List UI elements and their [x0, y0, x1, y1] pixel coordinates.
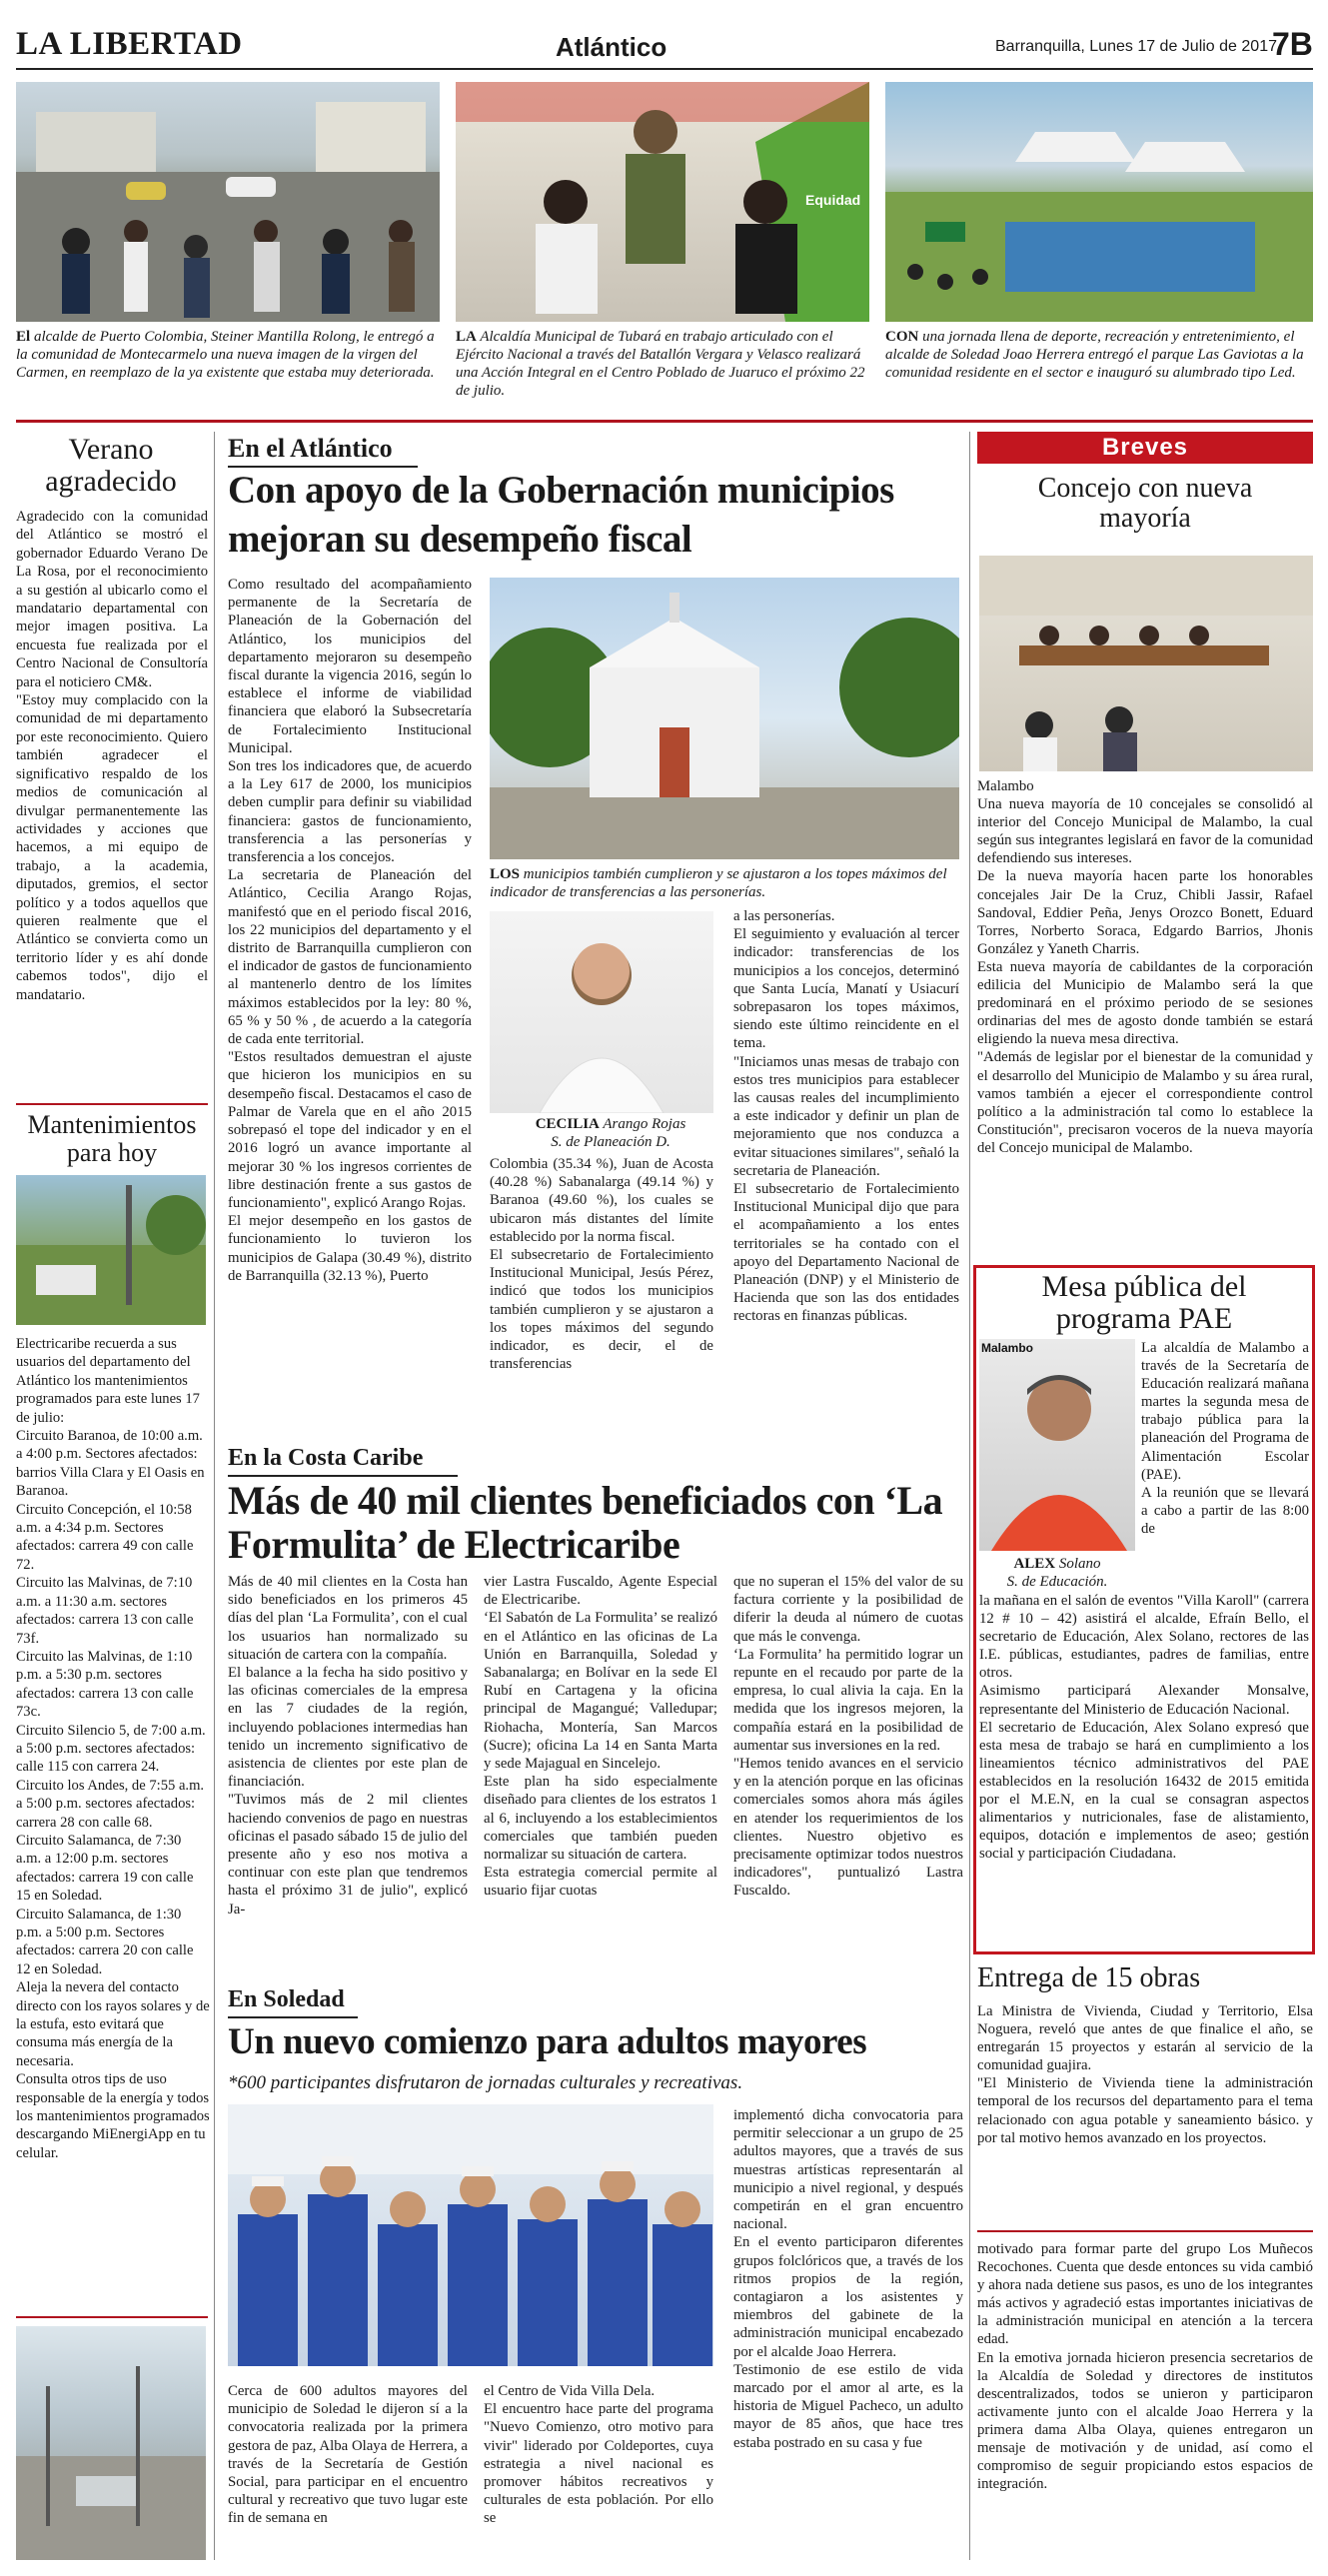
- caption-text: Arango Rojas S. de Planeación D.: [551, 1116, 686, 1150]
- pae-photo-tag: Malambo: [981, 1341, 1034, 1355]
- cecilia-portrait: [490, 911, 713, 1113]
- top-section-rule: [16, 420, 1313, 423]
- article2-col2: vier Lastra Fuscaldo, Agente Especial de Electricaribe. ‘El Sabatón de La Formulita’ se realizó en el Atlántico en las oficinas de La Unión en Barranquilla, Soledad y Sabanalarga; en Bolívar en la sede El Rubí en Cartagena y la oficina principal de Magangué; Valledupar; Riohacha, Montería, San Marcos (Sucre); oficina La 14 en Santa Marta y sede Majagual en Sincelejo. Este plan ha sido especialmente diseñado para clientes de los estratos 1 al 6, incluyendo a los establecimientos comerciales que también pueden normalizar su situación de cartera. Esta estrategia comercial permite al usuario fijar cuotas: [484, 1574, 717, 1900]
- church-caption: [490, 865, 959, 901]
- article2-col3: que no superan el 15% del valor de su factura corriente y la posibilidad de diferir la deuda al número de cuotas que más le convenga. ‘La Formulita’ ha permitido lograr un repunte en el recaudo por parte de la empresa, lo cual alivia la caja. En la medida que los ingresos mejoren, la compañía estará en la posibilidad de aumentar sus inversiones en la red. "Hemos tenido avances en el servicio y en la atención porque en las oficinas comerciales somos ahora más ágiles en atender los requerimientos de los clientes. Nuestro objetivo es precisamente optimizar todos nuestros indicadores", puntualizó Lastra Fuscaldo.: [733, 1574, 963, 1900]
- issue-date: Barranquilla, Lunes 17 de Julio de 2017: [995, 38, 1277, 55]
- pae-portrait: [979, 1339, 1135, 1551]
- kicker-atlantico: En el Atlántico: [228, 434, 393, 463]
- cecilia-caption: [508, 1115, 713, 1151]
- right-rule: [977, 2230, 1313, 2232]
- caption-text: municipios también cumplieron y se ajustaron a los topes máximos del indicador de transferencias a las personerías.: [490, 866, 947, 900]
- pae-side-text: La alcaldía de Malambo a través de la Secretaría de Educación realizará mañana martes la segunda mesa de trabajo pública para la planeación del Programa de Alimentación Escolar (PAE). A la reunión que se llevará a cabo a partir de las 8:00 de: [1141, 1340, 1309, 1537]
- utility-truck-illustration: [16, 1175, 206, 1325]
- man-portrait-illustration: [979, 1339, 1135, 1551]
- caption-lead: LOS: [490, 866, 521, 882]
- caption-lead: El: [16, 329, 31, 345]
- park-inauguration-illustration: [885, 82, 1313, 322]
- article3-col1: Cerca de 600 adultos mayores del municipio de Soledad le dijeron sí a la convocatoria realizada por la primera gestora de paz, Alba Olaya de Herrera, a través de la Secretaría de Gestión Social, para participar en el encuentro cultural y recreativo que tuvo lugar este fin de semana en: [228, 2383, 468, 2527]
- headline-gobernacion: Con apoyo de la Gobernación municipios mejoran su desempeño fiscal: [228, 469, 894, 561]
- caption-name: CECILIA: [535, 1116, 600, 1132]
- breves-label: Breves: [1101, 434, 1189, 461]
- article1-col1: Como resultado del acompañamiento permanente de la Secretaría de Planeación de la Gobernación del Atlántico, los municipios del departamento mejoraron su desempeño fiscal durante la vigencia 2016, según lo establece el informe de viabilidad financiera que elaboró la Subsecretaría de Fortalecimiento Institucional Municipal. Son tres los indicadores que, de acuerdo a la Ley 617 de 2000, los municipios deben cumplir para definir su viabilidad financiera: gastos de funcionamiento, transferencia a las personerías y transferencia a los concejos. La secretaria de Planeación del Atlántico, Cecilia Arango Rojas, manifestó que en el periodo fiscal 2016, los 22 municipios del departamento y el distrito de Barranquilla cumplieron con el indicador de gastos de funcionamiento al mantenerlo dentro de los límites máximos establecidos por la ley: 80 %, 65 % y 50 % , de acuerdo a la categoría de cada ente territorial. "Estos resultados demuestran el ajuste que hicieron los municipios en su desempeño fiscal. Destacamos el caso de Palmar de Varela que en el año 2015 sobrepasó el tope del indicador y en el 2016 logró un avance importante al mejorar 30 % los ingresos corrientes de libre destinación frente a sus gastos de funcionamiento", explicó Arango Rojas. El mejor desempeño en los gastos de funcionamiento lo tuvieron los municipios de Galapa (30.49 %), distrito de Barranquilla (32.13 %), Puerto: [228, 577, 472, 1284]
- street-scene-illustration: [16, 2326, 206, 2560]
- subhead-adultos: *600 participantes disfrutaron de jornadas culturales y recreativas.: [228, 2072, 743, 2093]
- article1-col2: Colombia (35.34 %), Juan de Acosta (40.28 %) Sabanalarga (49.14 %) y Baranoa (49.60 %), los cuales se ubicaron más distantes del límite establecido por la norma fiscal. El subsecretario de Fortalecimiento Institucional Municipal, Jesús Pérez, indicó que todos los municipios también cumplieron y se ajustaron a los topes máximos del segundo indicador, es decir, el de transferencias: [490, 1156, 713, 1373]
- equidad-badge: Equidad: [805, 192, 861, 208]
- top-photo-1: [16, 82, 440, 322]
- concejo-photo: [979, 556, 1313, 771]
- caption-name: ALEX: [1013, 1556, 1056, 1572]
- top-photo-2: [456, 82, 869, 322]
- group-celebration-illustration: [228, 2104, 713, 2366]
- kicker-underline: [228, 2016, 358, 2018]
- page-number: 7B: [1272, 26, 1313, 62]
- caption-text: una jornada llena de deporte, recreación y entretenimiento, el alcalde de Soledad Joao Herrera entregó el parque Las Gaviotas a la comunidad residente en el sector e inauguró su alumbrado tipo Led.: [885, 329, 1304, 381]
- column-separator-left: [214, 432, 215, 2560]
- top-caption-3: [885, 328, 1313, 382]
- entrega-body: La Ministra de Vivienda, Ciudad y Territorio, Elsa Noguera, reveló que antes de que finalice el año, se entregarán 15 proyectos y estarán al servicio de la comunidad guajira. "El Ministerio de Vivienda tiene la administración temporal de los recursos del departamento para el tema relacionado con agua potable y saneamiento básico. y por tal motivo hemos avanzado en los proyectos.: [977, 2003, 1313, 2146]
- top-caption-2: [456, 328, 869, 400]
- pae-caption: [979, 1555, 1135, 1591]
- top-photo-3: [885, 82, 1313, 322]
- adultos-mayores-photo: [228, 2104, 713, 2366]
- verano-body: Agradecido con la comunidad del Atlántico se mostró el gobernador Eduardo Verano De La Rosa, por el reconocimiento a su gestión al ubicarlo como el mandatario departamental con mejor imagen positiva. La encuesta fue realizada por el Centro Nacional de Consultoría para el noticiero CM&. "Estoy muy complacido con la comunidad de mi departamento por este reconocimiento. Quiero también agradecer el significativo respaldo de los medios de comunicación al divulgar permanentemente las actividades y acciones que hacemos, a mi equipo de trabajo, a la academia, diputados, gremios, el sector político y a todos aquellos que quieren realmente que el Atlántico se convierta como un territorio líder y es ahí donde cabemos todos", dijo el mandatario.: [16, 509, 208, 1003]
- caption-text: Alcaldía Municipal de Tubará en trabajo articulado con el Ejército Nacional a través del Batallón Vergara y Velasco realizará una Acción Integral en el Centro Poblado de Juaruco el próximo 22 de julio.: [456, 329, 865, 399]
- article3-col2: el Centro de Vida Villa Dela. El encuentro hace parte del programa "Nuevo Comienzo, otro motivo para vivir" liderado por Coldeportes, cuya estrategia a nivel nacional es promover hábitos recreativos y culturales de esta población. Por ello se: [484, 2383, 713, 2527]
- left-rule-1: [16, 1103, 208, 1105]
- masthead-rule: [16, 68, 1313, 70]
- kicker-costa-caribe: En la Costa Caribe: [228, 1445, 424, 1471]
- headline-adultos-mayores: Un nuevo comienzo para adultos mayores: [228, 2021, 867, 2062]
- person-portrait-illustration: [490, 911, 713, 1113]
- column-separator-right: [969, 432, 970, 2560]
- pae-title: Mesa pública del programa PAE: [1041, 1270, 1247, 1335]
- article2-col1: Más de 40 mil clientes en la Costa han sido beneficiados en los primeros 45 días del plan ‘La Formulita’, con el cual los usuarios han normalizado su situación de cartera con la compañía. El balance a la fecha ha sido positivo y las oficinas comerciales de la empresa en las 7 ciudades de la región, incluyendo poblaciones intermedias han tenido un incremento significativo de asistencia de clientes por este plan de financiación. "Tuvimos más de 2 mil clientes haciendo convenios de pago en nuestras oficinas el pasado sábado 15 de julio del presente año y eso nos motiva a continuar con este plan que tendremos hasta el próximo 31 de julio", explicó Ja-: [228, 1574, 468, 1918]
- left-rule-2: [16, 2316, 208, 2318]
- kicker-underline: [228, 1475, 458, 1477]
- concejo-title: Concejo con nueva mayoría: [1037, 473, 1253, 534]
- top-caption-1: [16, 328, 440, 382]
- breves-banner: [977, 432, 1313, 464]
- concejo-body: Malambo Una nueva mayoría de 10 concejales se consolidó al interior del Concejo Municipal de Malambo, la cual según sus integrantes legislará en favor de la comunidad defendiendo sus intereses. De la nueva mayoría hacen parte los honorables concejales Jair De la Cruz, Chibli Jassir, Rafael Sandoval, Eddier Peña, Jenys Orozco Bonett, Eduard Torres, Norberto Soraca, Edgardo Barrios, Jhonis González y Yaneth Charris. Esta nueva mayoría de cabildantes de la corporación edilicia del Municipio de Malambo será la que predominará en el próximo periodo de se sesiones ordinarias del mes de agosto donde también se estará eligiendo la nueva mesa directiva. "Además de legislar por el bienestar de la comunidad y el desarrollo del Municipio de Malambo y su área rural, vamos también a ejecer el correspondiente control político a la administración tal como lo establece la Constitución", precisaron voceros de la nueva mayoría del Concejo municipal de Malambo.: [977, 778, 1313, 1156]
- entrega-title: Entrega de 15 obras: [977, 1962, 1201, 1993]
- mantenimientos-title: Mantenimientos para hoy: [27, 1110, 197, 1167]
- kicker-soledad: En Soledad: [228, 1986, 345, 2012]
- paper-name: LA LIBERTAD: [16, 26, 243, 62]
- soledad-continuation: motivado para formar parte del grupo Los Muñecos Recochones. Cuenta que desde entonces su vida cambió y ahora nada detiene sus pasos, es uno de los integrantes más activos y agradeció estas importantes iniciativas de la administración municipal en atención a la tercera edad. En la emotiva jornada hicieron presencia secretarios de la Alcaldía de Soledad y directores de institutos descentralizados, todos se unieron y participaron activamente junto con el alcalde Joao Herrera y la primera dama Alba Olaya, quienes entregaron un mensaje de motivación y de unidad, así como el compromiso de seguir propiciando estos espacios de integración.: [977, 2241, 1313, 2493]
- caption-text: alcalde de Puerto Colombia, Steiner Mantilla Rolong, le entregó a la comunidad de Montecarmelo una nueva imagen de la virgen del Carmen, en reemplazo de la ya existente que estaba muy deteriorada.: [16, 329, 435, 381]
- crowd-scene-illustration: [16, 82, 440, 322]
- caption-text: Solano S. de Educación.: [1006, 1556, 1108, 1590]
- church-photo: [490, 578, 959, 859]
- church-illustration: [490, 578, 959, 859]
- council-session-illustration: [979, 556, 1313, 771]
- left-bottom-photo: [16, 2326, 206, 2560]
- section-name: Atlántico: [556, 32, 667, 62]
- caption-lead: CON: [885, 329, 919, 345]
- article3-col3: implementó dicha convocatoria para permitir seleccionar a un grupo de 25 adultos mayores, que a través de sus muestras artísticas representarán al municipio a nivel regional, y después competirán en el gran encuentro nacional. En el evento participaron diferentes grupos folclóricos que, a través de los ritmos propios de la región, contagiaron a los asistentes y miembros del gabinete de la administración municipal encabezado por el alcalde Joao Herrera. Testimonio de ese estilo de vida marcado por el amor al arte, es la historia de Miguel Pacheco, un adulto mayor de 85 años, que hace tres estaba postrado en su casa y fue: [733, 2107, 963, 2451]
- mantenimientos-photo: [16, 1175, 206, 1325]
- caption-lead: LA: [456, 329, 477, 345]
- masthead: [16, 20, 1315, 70]
- article1-col3: a las personerías. El seguimiento y evaluación al tercer indicador: transferencias de los municipios a los concejos, determinó que Santa Lucía, Manatí y Usiacurí sobrepasaron los topes máximos, siendo este último reincidente en el tema. "Iniciamos unas mesas de trabajo con estos tres municipios para establecer las causas reales del incumplimiento a este indicador y definir un plan de mejoramiento que nos conduzca a evitar situaciones similares", señaló la secretaria de Planeación. El subsecretario de Fortalecimiento Institucional Municipal dijo que para el acompañamiento a los entes territoriales se ha contado con el apoyo del Departamento Nacional de Planeación (DNP) y el Ministerio de Hacienda que son las dos entidades rectoras en finanzas públicas.: [733, 908, 959, 1325]
- verano-title: Verano agradecido: [45, 433, 177, 498]
- pae-body: la mañana en el salón de eventos "Villa Karoll" (carrera 12 # 10 – 42) asistirá el alcalde, Efraín Bello, el secretario de Educación, Alex Solano, rectores de las I.E. públicas, estudiantes, padres de familias, entre otros. Asimismo participará Alexander Monsalve, representante del Ministerio de Educación Nacional. El secretario de Educación, Alex Solano expresó que esta mesa de trabajo se hará en cumplimiento a los lineamientos técnico administrativos del PAE establecidos en la resolución 16432 de 2015 emitida por el M.E.N, en la cual se consagran aspectos alimentarios y nutricionales, fase de alistamiento, equipos, dotación e implementos de aseo; gestión social y participación Ciudadana.: [979, 1593, 1309, 1863]
- headline-formulita: Más de 40 mil clientes beneficiados con ‘La Formulita’ de Electricaribe: [228, 1478, 943, 1567]
- mantenimientos-body: Electricaribe recuerda a sus usuarios del departamento del Atlántico los mantenimientos programados para este lunes 17 de julio: Circuito Baranoa, de 10:00 a.m. a 4:00 p.m. Sectores afectados: barrios Villa Clara y El Oasis en Baranoa. Circuito Concepción, el 10:58 a.m. a 4:34 p.m. Sectores afectados: carrera 49 con calle 72. Circuito las Malvinas, de 7:10 a.m. a 11:30 a.m. sectores afectados: carrera 13 con calle 73f. Circuito las Malvinas, de 1:10 p.m. a 5:30 p.m. sectores afectados: carrera 13 con calle 73c. Circuito Silencio 5, de 7:00 a.m. a 5:00 p.m. sectores afectados: calle 115 con carrera 24. Circuito los Andes, de 7:55 a.m. a 5:00 p.m. sectores afectados: carrera 28 con calle 68. Circuito Salamanca, de 7:30 a.m. a 12:00 p.m. sectores afectados: carrera 19 con calle 15 en Soledad. Circuito Salamanca, de 1:30 p.m. a 5:00 p.m. Sectores afectados: carrera 20 con calle 12 en Soledad. Aleja la nevera del contacto directo con los rayos solares y de la estufa, esto evitará que consuma más energía de la necesaria. Consulta otros tips de uso responsable de la energía y todos los mantenimientos programados descargando MiEnergiApp en tu celular.: [16, 1336, 210, 2161]
